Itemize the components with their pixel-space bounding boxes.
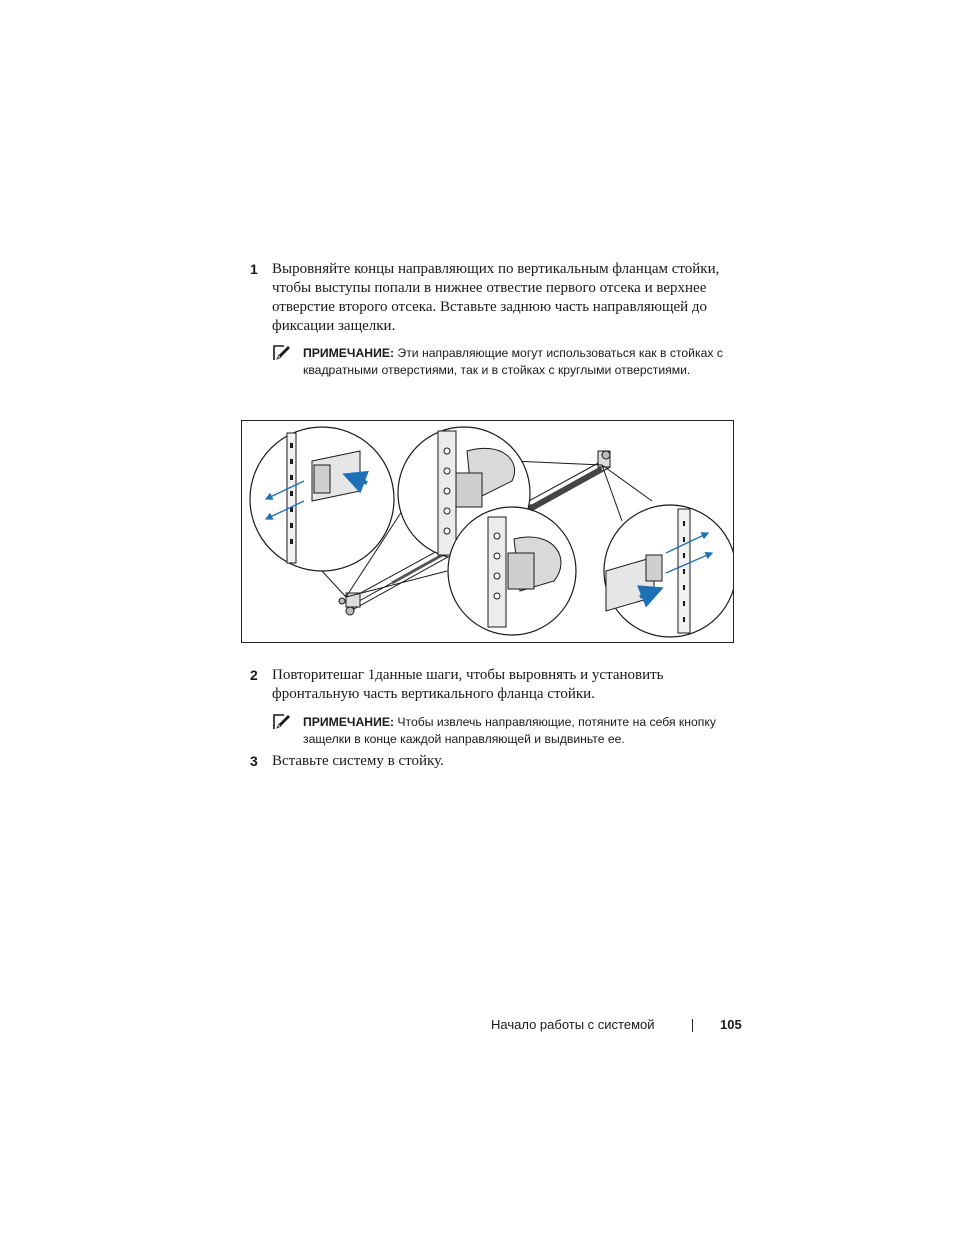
note-pencil-icon bbox=[272, 713, 292, 731]
rail-illustration bbox=[242, 421, 734, 643]
step-text: Вставьте систему в стойку. bbox=[272, 753, 444, 769]
page-number: 105 bbox=[720, 1017, 742, 1032]
step-number: 1 bbox=[250, 261, 258, 277]
footer-title: Начало работы с системой bbox=[491, 1017, 655, 1032]
note-body: Эти направляющие могут использоваться как в стойках с квадратными отверстиями, так и в стойках с круглыми отверстиями. bbox=[303, 346, 723, 377]
detail-circle-left bbox=[250, 427, 394, 571]
step-number: 2 bbox=[250, 667, 258, 683]
step-text: Выровняйте концы направляющих по вертикальным фланцам стойки, чтобы выступы попали в нижнее отвестие первого отсека и верхнее отверстие второго отсека. Вставьте заднюю часть направляющей до фиксации защелки. bbox=[272, 261, 720, 334]
note-body: Чтобы извлечь направляющие, потяните на себя кнопку защелки в конце каждой направляющей и выдвиньте ее. bbox=[303, 715, 716, 746]
note-pencil-icon bbox=[272, 344, 292, 362]
detail-circle-bottom bbox=[448, 507, 576, 635]
rail-installation-figure bbox=[241, 420, 734, 643]
note-text bbox=[303, 714, 723, 747]
note-label: ПРИМЕЧАНИЕ: bbox=[303, 346, 395, 360]
note-text bbox=[303, 345, 723, 378]
step-number: 3 bbox=[250, 753, 258, 769]
detail-circle-right bbox=[604, 505, 734, 637]
step-text: Повторитешаг 1данные шаги, чтобы выровнять и установить фронтальную часть вертикального фланца стойки. bbox=[272, 667, 664, 702]
footer-separator bbox=[692, 1019, 693, 1032]
note-label: ПРИМЕЧАНИЕ: bbox=[303, 715, 395, 729]
